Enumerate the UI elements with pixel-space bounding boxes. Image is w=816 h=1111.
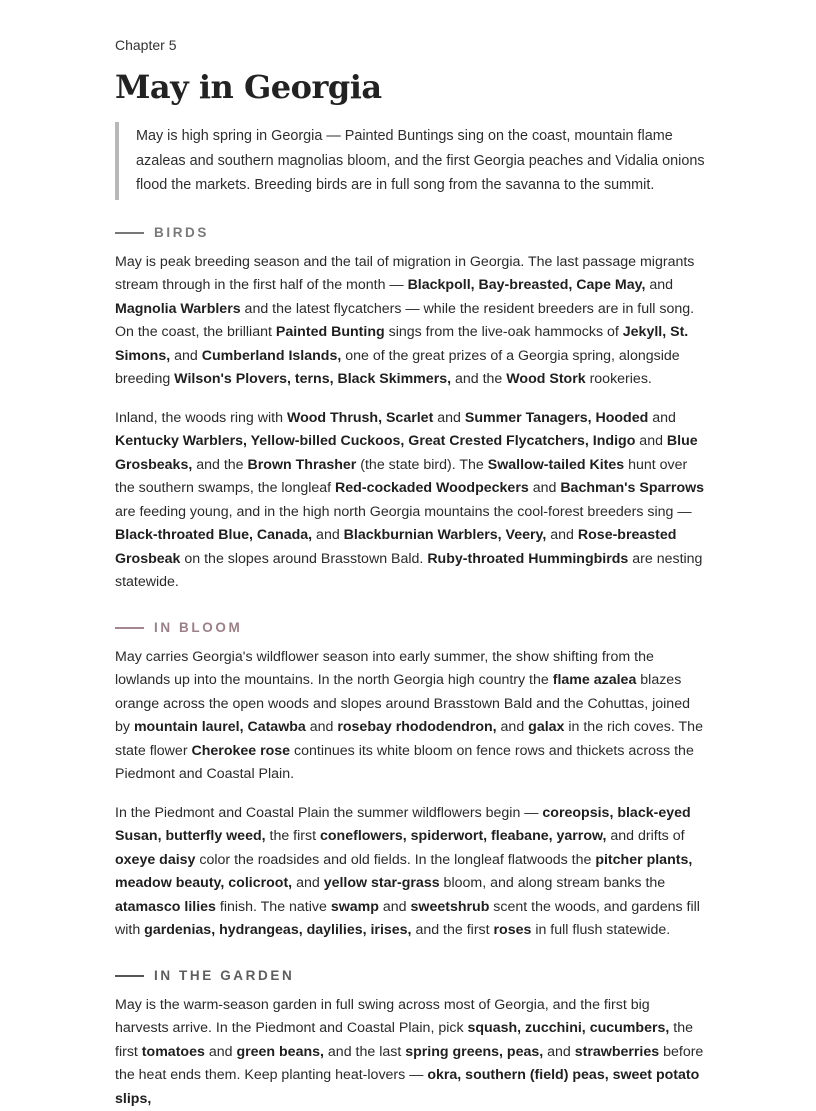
bold-term: okra, southern (field) peas, sweet potato slips, <box>115 1067 699 1107</box>
text-run: (the state bird). The <box>356 457 487 473</box>
paragraph <box>115 646 705 787</box>
bold-term: Magnolia Warblers <box>115 301 241 317</box>
text-run: one of the great prizes of a Georgia spring, alongside breeding <box>115 348 680 388</box>
text-run: and <box>205 1044 237 1060</box>
chapter-label: Chapter 5 <box>115 36 705 54</box>
heading-rule <box>115 627 144 629</box>
bold-term: roses <box>494 922 532 938</box>
text-run: May is the warm-season garden in full swing across most of Georgia, and the first big harvests arrive. In the Piedmont and Coastal Plain, pick <box>115 997 650 1037</box>
heading-rule <box>115 975 144 977</box>
text-run: May carries Georgia's wildflower season into early summer, the show shifting from the lowlands up into the mountains. In the north Georgia high country the <box>115 649 654 689</box>
text-run: and <box>433 410 465 426</box>
text-run: the first <box>115 1020 693 1060</box>
paragraph <box>115 251 705 392</box>
bold-term: atamasco lilies <box>115 899 216 915</box>
text-run: finish. The native <box>216 899 331 915</box>
text-run: and <box>635 433 667 449</box>
text-run: and drifts of <box>606 828 684 844</box>
text-run: and the <box>451 371 506 387</box>
bold-term: Red-cockaded Woodpeckers <box>335 480 529 496</box>
bold-term: Brown Thrasher <box>248 457 357 473</box>
text-run: and the first <box>412 922 494 938</box>
bold-term: coreopsis, black-eyed Susan, butterfly weed, <box>115 805 691 845</box>
bold-term: Kentucky Warblers, Yellow-billed Cuckoos, Great Crested Flycatchers, Indigo <box>115 433 635 449</box>
intro-blockquote: May is high spring in Georgia — Painted Buntings sing on the coast, mountain flame azaleas and southern magnolias bloom, and the first Georgia peaches and Vidalia onions flood the markets. Breeding birds are in full song from the savanna to the summit. <box>115 122 705 200</box>
bold-term: swamp <box>331 899 379 915</box>
text-run: and <box>379 899 411 915</box>
bold-term: Wood Thrush, Scarlet <box>287 410 433 426</box>
text-run: in the rich coves. The state flower <box>115 719 703 759</box>
text-run: bloom, and along stream banks the <box>440 875 666 891</box>
text-run: and <box>645 277 673 293</box>
section-heading-birds <box>115 224 705 242</box>
bold-term: rosebay rhododendron, <box>337 719 496 735</box>
bold-term: Cherokee rose <box>192 743 291 759</box>
bold-term: oxeye daisy <box>115 852 195 868</box>
text-run: rookeries. <box>586 371 652 387</box>
text-run: May is peak breeding season and the tail of migration in Georgia. The last passage migrants stream through in the first half of the month — <box>115 254 694 294</box>
text-run: Inland, the woods ring with <box>115 410 287 426</box>
section-heading-label: IN BLOOM <box>154 620 242 635</box>
bold-term: Swallow-tailed Kites <box>488 457 624 473</box>
text-run: and <box>546 527 578 543</box>
text-run: and <box>292 875 324 891</box>
text-run: in full flush statewide. <box>531 922 670 938</box>
bold-term: yellow star-grass <box>324 875 440 891</box>
text-run: scent the woods, and gardens fill with <box>115 899 700 939</box>
text-run: and the <box>192 457 247 473</box>
text-run: before the heat ends them. Keep planting heat-lovers — <box>115 1044 703 1084</box>
text-run: blazes orange across the open woods and slopes around Brasstown Bald and the Cohuttas, joined by <box>115 672 690 735</box>
section-heading-in-the-garden <box>115 967 705 985</box>
paragraph <box>115 802 705 943</box>
bold-term: strawberries <box>575 1044 659 1060</box>
bold-term: gardenias, hydrangeas, daylilies, irises, <box>144 922 411 938</box>
bold-term: Jekyll, St. Simons, <box>115 324 688 364</box>
text-run: are nesting statewide. <box>115 551 702 591</box>
text-run: and <box>497 719 529 735</box>
bold-term: Summer Tanagers, Hooded <box>465 410 648 426</box>
bold-term: Black-throated Blue, Canada, <box>115 527 312 543</box>
page-title: May in Georgia <box>115 66 705 108</box>
bold-term: Painted Bunting <box>276 324 385 340</box>
bold-term: sweetshrub <box>411 899 490 915</box>
bold-term: flame azalea <box>553 672 637 688</box>
bold-term: Wood Stork <box>506 371 585 387</box>
text-run: and <box>170 348 202 364</box>
text-run: and <box>543 1044 575 1060</box>
text-run: and the last <box>324 1044 405 1060</box>
text-run: sings from the live-oak hammocks of <box>385 324 623 340</box>
text-run: and <box>306 719 338 735</box>
bold-term: Blue Grosbeaks, <box>115 433 698 473</box>
text-run: hunt over the southern swamps, the longleaf <box>115 457 687 497</box>
text-run: In the Piedmont and Coastal Plain the summer wildflowers begin — <box>115 805 542 821</box>
text-run: on the slopes around Brasstown Bald. <box>180 551 427 567</box>
section-heading-label: BIRDS <box>154 225 209 240</box>
bold-term: spring greens, peas, <box>405 1044 543 1060</box>
text-run: and the latest flycatchers — while the resident breeders are in full song. On the coast, the brilliant <box>115 301 694 341</box>
text-run: continues its white bloom on fence rows and thickets across the Piedmont and Coastal Plain. <box>115 743 694 783</box>
section-heading-in-bloom <box>115 619 705 637</box>
bold-term: tomatoes <box>142 1044 205 1060</box>
bold-term: coneflowers, spiderwort, fleabane, yarrow, <box>320 828 606 844</box>
bold-term: mountain laurel, Catawba <box>134 719 306 735</box>
bold-term: Blackburnian Warblers, Veery, <box>344 527 547 543</box>
text-run: and <box>648 410 676 426</box>
bold-term: pitcher plants, meadow beauty, colicroot, <box>115 852 692 892</box>
paragraph <box>115 407 705 595</box>
text-run: color the roadsides and old fields. In the longleaf flatwoods the <box>195 852 595 868</box>
bold-term: Ruby-throated Hummingbirds <box>427 551 628 567</box>
text-run: and <box>529 480 561 496</box>
bold-term: Rose-breasted Grosbeak <box>115 527 676 567</box>
chapter-content <box>115 36 705 1111</box>
bold-term: Cumberland Islands, <box>202 348 342 364</box>
bold-term: Wilson's Plovers, terns, Black Skimmers, <box>174 371 451 387</box>
bold-term: squash, zucchini, cucumbers, <box>468 1020 670 1036</box>
text-run: the first <box>266 828 320 844</box>
text-run: are feeding young, and in the high north Georgia mountains the cool-forest breeders sing — <box>115 504 692 520</box>
bold-term: Bachman's Sparrows <box>560 480 704 496</box>
bold-term: galax <box>528 719 564 735</box>
heading-rule <box>115 232 144 234</box>
section-heading-label: IN THE GARDEN <box>154 968 294 983</box>
text-run: and <box>312 527 344 543</box>
bold-term: Blackpoll, Bay-breasted, Cape May, <box>408 277 646 293</box>
paragraph <box>115 994 705 1111</box>
bold-term: green beans, <box>236 1044 324 1060</box>
